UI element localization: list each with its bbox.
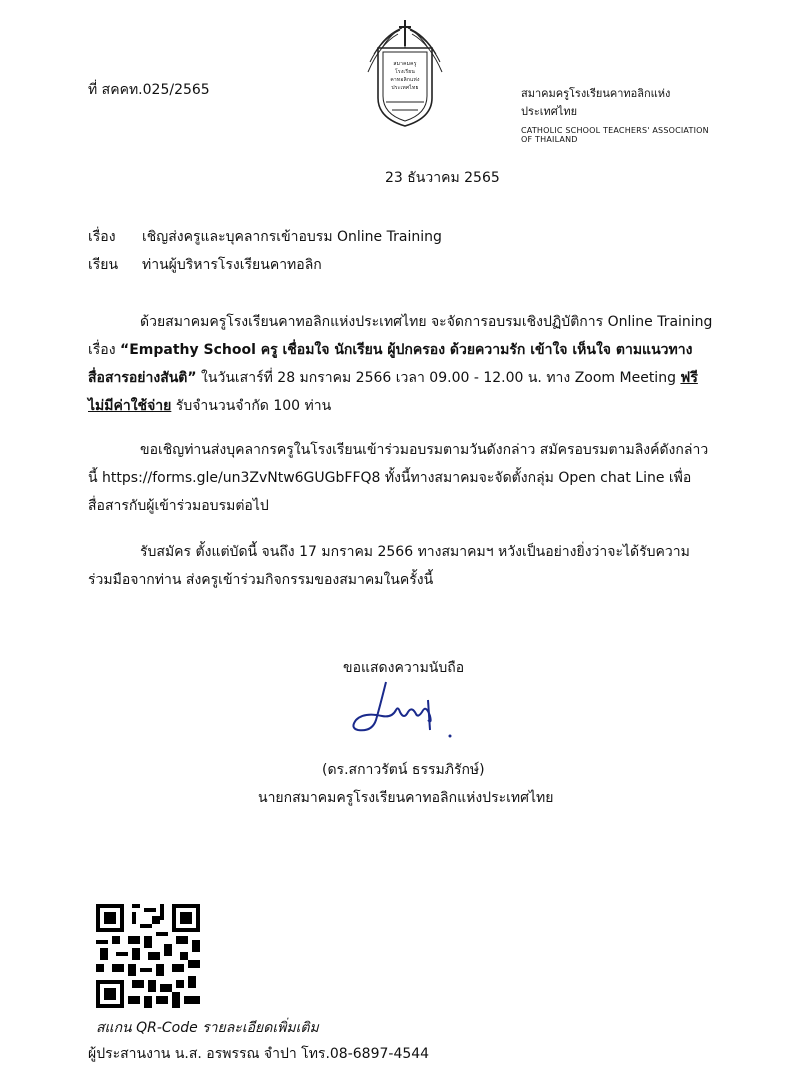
qr-code[interactable] (96, 904, 200, 1008)
subject-label: เรื่อง (88, 229, 116, 245)
emblem-text: สมาคมครูโรงเรียนคาทอลิกแห่งประเทศไทย (390, 61, 420, 91)
letter-date: 23 ธันวาคม 2565 (385, 170, 500, 186)
paragraph-registration (88, 436, 713, 520)
seat-limit: รับจำนวนจำกัด 100 ท่าน (171, 398, 332, 414)
para1-topic-label: เรื่อง (88, 342, 120, 358)
subject-text: เชิญส่งครูและบุคลากรเข้าอบรม Online Training (142, 229, 442, 245)
org-header (521, 84, 721, 144)
training-title: “Empathy School ครู เชื่อมใจ นักเรียน ผู้ปกครอง ด้วยความรัก เข้าใจ เห็นใจ ตามแนวทางสื่อสารอย่างสันติ” (88, 342, 693, 386)
free-of-charge: ฟรีไม่มีค่าใช้จ่าย (88, 370, 698, 414)
registration-link[interactable]: https://forms.gle/un3ZvNtw6GUGbFFQ8 (102, 470, 381, 486)
para3-text: รับสมัคร ตั้งแต่บัดนี้ จนถึง 17 มกราคม 2566 ทางสมาคมฯ หวังเป็นอย่างยิ่งว่าจะได้รับความร่วมมือจากท่าน ส่งครูเข้าร่วมกิจกรรมของสมาคมในครั้งนี้ (88, 544, 690, 588)
para1-intro: ด้วยสมาคมครูโรงเรียนคาทอลิกแห่งประเทศไทย จะจัดการอบรมเชิงปฏิบัติการ Online Training (140, 314, 713, 330)
org-name-thai: สมาคมครูโรงเรียนคาทอลิกแห่งประเทศไทย (521, 87, 671, 118)
addressee-label: เรียน (88, 257, 119, 273)
para2-text: ขอเชิญท่านส่งบุคลากรครูในโรงเรียนเข้าร่วมอบรมตามวันดังกล่าว สมัครอบรมตามลิงค์ดังกล่าวนี้ (88, 442, 709, 486)
paragraph-invitation (88, 308, 713, 420)
paragraph-deadline (88, 538, 713, 594)
org-name-english: CATHOLIC SCHOOL TEACHERS' ASSOCIATION OF THAILAND (521, 126, 709, 144)
signature (346, 676, 456, 746)
signer-name: (ดร.สกาวรัตน์ ธรรมภิรักษ์) (322, 762, 485, 778)
closing: ขอแสดงความนับถือ (343, 660, 465, 676)
qr-caption: สแกน QR-Code รายละเอียดเพิ่มเติม (96, 1020, 319, 1036)
coordinator-contact: ผู้ประสานงาน น.ส. อรพรรณ จำปา โทร.08-6897-4544 (88, 1046, 430, 1062)
association-emblem (362, 18, 448, 130)
training-schedule: ในวันเสาร์ที่ 28 มกราคม 2566 เวลา 09.00 - 12.00 น. ทาง Zoom Meeting (196, 370, 681, 386)
signer-title: นายกสมาคมครูโรงเรียนคาทอลิกแห่งประเทศไทย (258, 790, 554, 806)
para2-line-group: ทั้งนี้ทางสมาคมจะจัดตั้งกลุ่ม Open chat Line เพื่อสื่อสารกับผู้เข้าร่วมอบรมต่อไป (88, 470, 692, 514)
addressee-text: ท่านผู้บริหารโรงเรียนคาทอลิก (142, 257, 322, 273)
reference-number: ที่ สคคท.025/2565 (88, 82, 210, 98)
